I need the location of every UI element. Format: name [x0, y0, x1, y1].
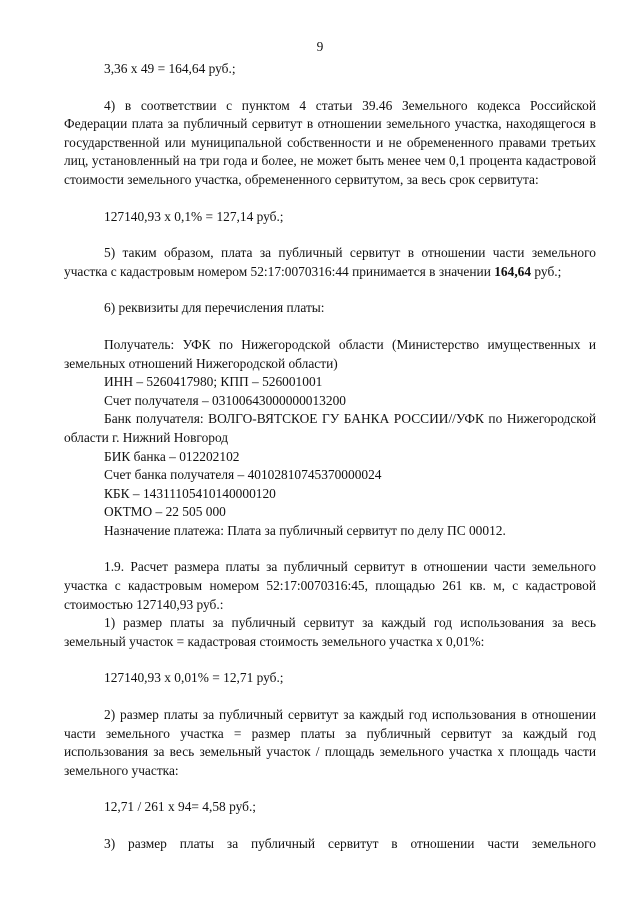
recipient-bank: Банк получателя: ВОЛГО-ВЯТСКОЕ ГУ БАНКА РОССИИ//УФК по Нижегородской области г. Нижний Новгород — [64, 411, 596, 445]
kbk: КБК – 14311105410140000120 — [104, 485, 276, 501]
item-5-amount: 164,64 — [494, 263, 532, 279]
calc-line-1: 3,36 x 49 = 164,64 руб.; — [104, 61, 236, 76]
inn-kpp: ИНН – 5260417980; КПП – 526001001 — [104, 374, 323, 390]
paragraph-item-4: 4) в соответствии с пунктом 4 статьи 39.46 Земельного кодекса Российской Федерации плата за публичный сервитут в отношении земельного участка, находящегося в государственной или муниципальной собственности и не обремененного правами третьих лиц, установленный на три года и более, не может быть менее чем 0,1 процента кадастровой стоимости земельного участка, обремененного сервитутом, за весь срок сервитута: — [64, 97, 596, 187]
calc-line-2: 127140,93 x 0,1% = 127,14 руб.; — [104, 208, 284, 224]
calc-line-3: 127140,93 x 0,01% = 12,71 руб.; — [104, 670, 284, 686]
paragraph-item-5 — [64, 244, 596, 281]
oktmo: ОКТМО – 22 505 000 — [104, 504, 226, 520]
calc-line-4: 12,71 / 261 x 94= 4,58 руб.; — [104, 799, 257, 815]
item-5-text: 5) таким образом, плата за публичный сервитут в отношении части земельного участка с кадастровым номером 52:17:0070316:44 принимается в значении — [64, 245, 596, 279]
sub-item-3: 3) размер платы за публичный сервитут в отношении части земельного — [104, 836, 596, 851]
sub-item-1: 1) размер платы за публичный сервитут за каждый год использования за весь земельный участок = кадастровая стоимость земельного участка x 0,01%: — [64, 615, 596, 649]
paragraph-item-6: 6) реквизиты для перечисления платы: — [104, 300, 325, 316]
recipient: Получатель: УФК по Нижегородской области (Министерство имущественных и земельных отношений Нижегородской области) — [64, 336, 596, 371]
item-5-unit: руб.; — [531, 263, 562, 279]
section-1-9: 1.9. Расчет размера платы за публичный сервитут в отношении части земельного участка с кадастровым номером 52:17:0070316:45, площадью 261 кв. м, с кадастровой стоимостью 127140,93 руб.: — [64, 559, 596, 612]
sub-item-2: 2) размер платы за публичный сервитут за каждый год использования в отношении части земельного участка = размер платы за публичный сервитут за каждый год использования за весь земельный участок / площадь земельного участка x площадь части земельного участка: — [64, 707, 596, 778]
bank-account: Счет банка получателя – 40102810745370000024 — [104, 467, 382, 483]
page-number: 9 — [316, 39, 324, 54]
recipient-account: Счет получателя – 03100643000000013200 — [104, 392, 346, 408]
payment-purpose: Назначение платежа: Плата за публичный сервитут по делу ПС 00012. — [104, 522, 506, 538]
document-body — [64, 60, 596, 854]
bank-bik: БИК банка – 012202102 — [104, 448, 240, 464]
